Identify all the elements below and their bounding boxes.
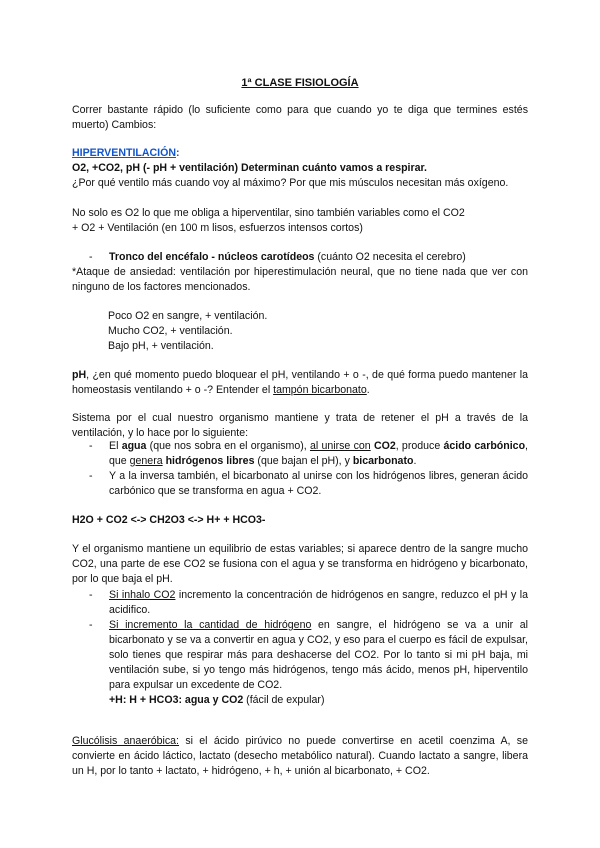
tronco-rest: (cuánto O2 necesita el cerebro) (314, 251, 466, 263)
glucolisis-paragraph (72, 734, 528, 779)
text-run: (fácil de expular) (243, 694, 325, 706)
agua-bold: agua (121, 440, 147, 452)
text-run: incremento la concentración de hidrógenos en sangre, reduzco el pH y la acidifico. (109, 589, 528, 616)
hiperventilacion-heading (72, 146, 528, 161)
bullet-text (109, 618, 528, 708)
bullet-dash: - (89, 440, 93, 452)
bullet-text: Y a la inversa también, el bicarbonato al unirse con los hidrógenos libres, generan ácido carbónico que se transforma en agua + CO2. (109, 470, 528, 497)
glucolisis-underline: Glucólisis anaeróbica: (72, 735, 180, 747)
bullet-text (109, 588, 528, 618)
text-run: si el ácido pirúvico no puede convertirse en acetil coenzima A, se convierte en ácido láctico, lactato (desecho metabólico natural). Cuando lactato a sangre, libera un H, por lo tanto + lactato, + hidrógeno, + h, + unión al bicarbonato, + CO2. (72, 735, 528, 777)
equilibrio-paragraph: Y el organismo mantiene un equilibrio de estas variables; si aparece dentro de la sangre mucho CO2, una parte de ese CO2 se fusiona con el agua y se transforma en hidrógeno y bicarbonato, por lo que baja el pH. (72, 543, 528, 585)
hidrogenos-bold: hidrógenos libres (165, 455, 255, 467)
ph-bold: pH (72, 369, 87, 381)
bullet-dash: - (89, 251, 93, 263)
bullet-dash: - (89, 470, 93, 482)
text-run: (que nos sobra en el organismo), (146, 440, 310, 452)
bullet-text (109, 439, 528, 469)
reaction-bold: +H: H + HCO3: agua y CO2 (109, 694, 244, 706)
text-run: . (413, 455, 417, 467)
inhalo-underline: Si inhalo CO2 (109, 589, 176, 601)
co2-variable-line: No solo es O2 lo que me obliga a hiperventilar, sino también variables como el CO2 (72, 207, 465, 219)
factor-item: Mucho CO2, + ventilación. (108, 325, 233, 337)
o2-ventilation-line: + O2 + Ventilación (en 100 m lisos, esfuerzos intensos cortos) (72, 222, 363, 234)
equation-line: H2O + CO2 <-> CH2O3 <-> H+ + HCO3- (72, 514, 266, 526)
text-run: (que bajan el pH), y (254, 455, 353, 467)
bicarbonato-bold: bicarbonato (352, 455, 414, 467)
factor-item: Bajo pH, + ventilación. (108, 340, 214, 352)
heading-colon: : (176, 147, 180, 159)
heading-text: HIPERVENTILACIÓN (72, 147, 176, 159)
bullet-dash: - (89, 619, 93, 631)
intro-paragraph: Correr bastante rápido (lo suficiente como para que cuando yo te diga que termines estés muerto) Cambios: (72, 104, 528, 131)
tampon-link: tampón bicarbonato (273, 384, 367, 396)
text-run: , que (109, 440, 528, 467)
bullet-text (109, 250, 528, 265)
determinants-line: O2, +CO2, pH (- pH + ventilación) Determinan cuánto vamos a respirar. (72, 162, 427, 174)
factor-list (108, 309, 528, 354)
sistema-paragraph: Sistema por el cual nuestro organismo mantiene y trata de retener el pH a través de la ventilación, y lo hace por lo siguiente: (72, 412, 528, 439)
text-run: El (109, 440, 122, 452)
genera-underline: genera (129, 455, 163, 467)
acido-bold: ácido carbónico (443, 440, 526, 452)
page-title: 1ª CLASE FISIOLOGÍA (241, 77, 359, 89)
ph-paragraph (72, 368, 528, 398)
text-run: , produce (395, 440, 444, 452)
factor-item: Poco O2 en sangre, + ventilación. (108, 310, 268, 322)
why-ventilate-paragraph: ¿Por qué ventilo más cuando voy al máximo? Por que mis músculos necesitan más oxígeno. (72, 177, 509, 189)
tronco-bold: Tronco del encéfalo - núcleos carotídeos (109, 251, 315, 263)
ansiedad-paragraph: *Ataque de ansiedad: ventilación por hiperestimulación neural, que no tiene nada que ver con ninguno de los factores mencionados. (72, 266, 528, 293)
co2-bold: CO2 (373, 440, 396, 452)
ph-end: . (366, 384, 370, 396)
text-run: en sangre, el hidrógeno se va a unir al bicarbonato y se va a convertir en agua y CO2, y eso para el cuerpo es fácil de expulsar, solo tienes que respirar más para deshacerse del CO2. Por lo tanto si mi pH baja, mi ventilación sube, si yo tengo más hidrógenos, tengo más ácido, menos pH, hiperventilo para expulsar un excedente de CO2. (109, 619, 529, 691)
incremento-underline: Si incremento la cantidad de hidrógeno (109, 619, 312, 631)
unirse-underline: al unirse con (309, 440, 371, 452)
ph-text: , ¿en qué momento puedo bloquear el pH, ventilando + o -, de qué forma puedo mantener la homeostasis ventilando + o -? Entender el (72, 369, 528, 396)
bullet-dash: - (89, 589, 93, 601)
